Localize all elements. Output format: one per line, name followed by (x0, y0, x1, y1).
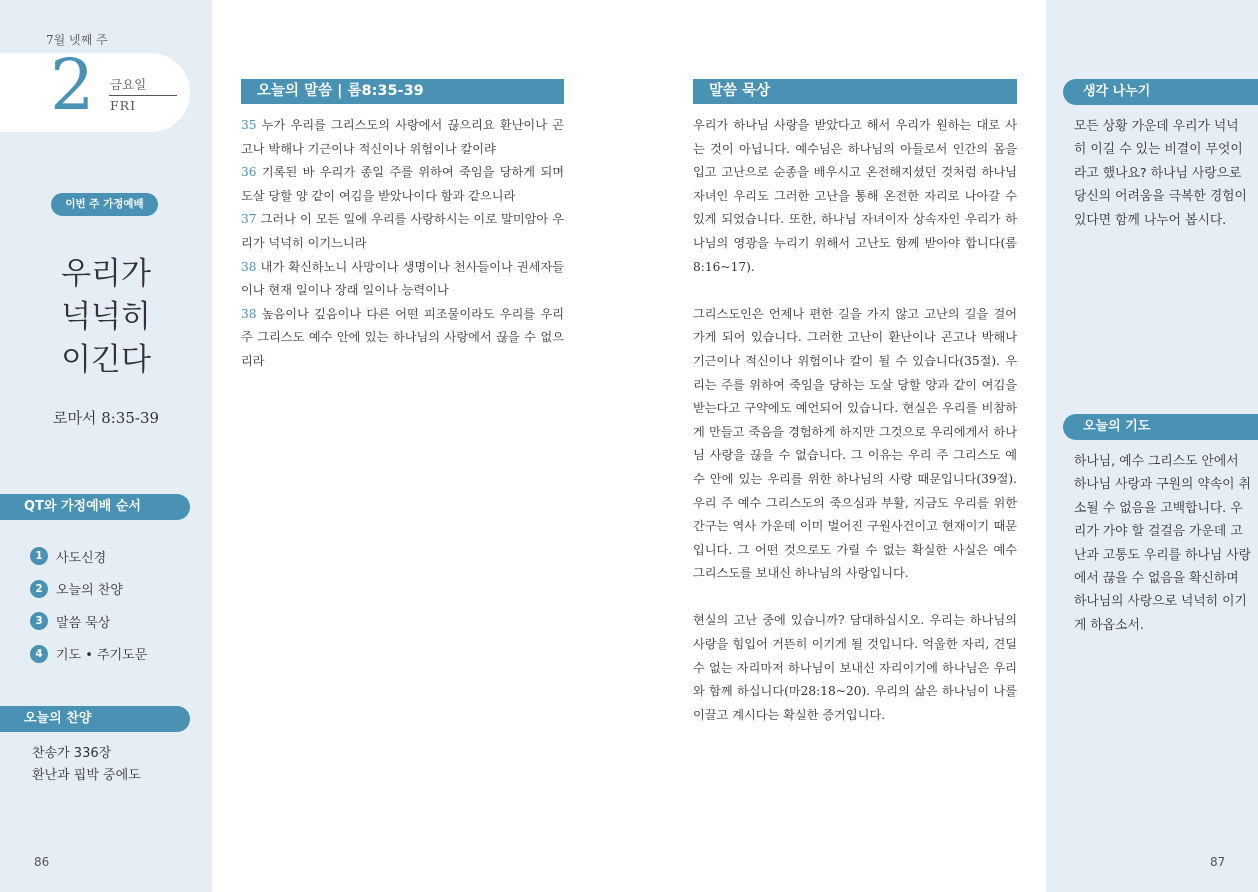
order-list (30, 540, 147, 670)
meditation-paragraph: 우리가 하나님 사랑을 받았다고 해서 우리가 원하는 대로 사는 것이 아닙니다. 예수님은 하나님의 아들로서 인간의 몸을 입고 고난으로 순종을 배우시고 온전해지셨던 것처럼 하나님 자녀인 우리도 그러한 고난을 통해 온전한 자리로 나아갈 수 있게 되었습니다. 또한, 하나님 자녀이자 상속자인 우리가 하나님의 영광을 누리기 위해서 고난도 함께 받아야 합니다(롬8:16~17). (693, 118, 1017, 274)
week-label: 7월 넷째 주 (46, 33, 108, 47)
day-of-week-english: FRI (110, 98, 137, 113)
verse-text: 내가 확신하노니 사망이나 생명이나 천사들이나 권세자들이나 현재 일이나 장래 일이나 능력이나 (241, 259, 564, 298)
verse-number: 38 (241, 306, 257, 321)
todays-prayer-text: 하나님, 예수 그리스도 안에서 하나님 사랑과 구원의 약속이 취소될 수 없음을 고백합니다. 우리가 가야 할 걸걸음 가운데 고난과 고통도 우리를 하나님 사랑에서 끊을 수 없음을 확신하며 하나님의 사랑으로 넉넉히 이기게 하옵소서. (1074, 454, 1251, 633)
verse-number: 38 (241, 259, 257, 274)
order-item-label: 사도신경 (56, 550, 107, 566)
verse-number: 35 (241, 118, 257, 132)
todays-word-header: 오늘의 말씀 | 롬8:35-39 (241, 79, 564, 104)
meditation-paragraph: 현실의 고난 중에 있습니까? 담대하십시오. 우리는 하나님의 사랑을 힘입어 거뜬히 이기게 될 것입니다. 억울한 자리, 견딜 수 없는 자리마저 하나님이 보내신 자리이기에 하나님은 우리와 함께 하십니다(마28:18~20). 우리의 삶은 하나님이 나를 이끌고 계시다는 확실한 증거입니다. (693, 613, 1017, 722)
title-line: 이긴다 (61, 342, 151, 378)
order-header: QT와 가정예배 순서 (0, 494, 190, 520)
think-share-header: 생각 나누기 (1063, 79, 1258, 105)
day-divider (109, 95, 177, 96)
hymn-title: 환난과 핍박 중에도 (32, 768, 141, 783)
title-line: 넉넉히 (61, 299, 151, 335)
song-header: 오늘의 찬양 (0, 706, 190, 732)
day-of-week-korean: 금요일 (110, 77, 147, 92)
song-info (32, 743, 141, 787)
day-number: 2 (50, 44, 95, 126)
verse (241, 208, 564, 255)
verse-number: 36 (241, 165, 257, 180)
order-item (30, 540, 147, 573)
order-item (30, 638, 147, 671)
step-number-icon: 3 (30, 612, 48, 630)
meditation-header: 말씀 묵상 (693, 79, 1017, 104)
meditation-body (693, 114, 1017, 751)
meditation-paragraph: 그리스도인은 언제나 편한 길을 가지 않고 고난의 길을 걸어가게 되어 있습니다. 그러한 고난이 환난이나 곤고나 박해나 기근이나 적신이나 위험이나 칼이 될 수 있습니다(35절). 우리는 주를 위하여 죽임을 당하는 도살 당할 양과 같이 여김을 받는다고 구약에도 예언되어 있습니다. 현실은 우리를 비참하게 만들고 죽음을 경험하게 하지만 그것으로 우리에게서 하나님 사랑을 끊을 수 없습니다. 그 이유는 우리 주 그리스도 예수 안에 있는 우리를 위한 하나님의 사랑 때문입니다(39절). 우리 주 예수 그리스도의 죽으심과 부활, 지금도 우리를 위한 간구는 역사 가운데 이미 벌어진 구원사건이고 현재이기 때문입니다. 그 어떤 것으로도 가릴 수 없는 확실한 사실은 예수 그리스도를 보내신 하나님의 사랑입니다. (693, 306, 1017, 581)
page-number-left: 86 (34, 855, 50, 869)
verse (241, 256, 564, 303)
page-number-right: 87 (1210, 855, 1226, 869)
order-item-label: 기도 • 주기도문 (56, 648, 148, 664)
worship-title (20, 253, 192, 382)
hymn-number: 찬송가 336장 (32, 746, 112, 761)
order-item-label: 오늘의 찬양 (56, 583, 123, 599)
date-card (0, 53, 190, 132)
scripture-verses (241, 114, 564, 374)
order-item-label: 말씀 묵상 (56, 615, 111, 631)
think-share-text: 모든 상황 가운데 우리가 넉넉히 이길 수 있는 비결이 무엇이라고 했나요? 하나님 사랑으로 당신의 어려움을 극복한 경험이 있다면 함께 나누어 봅시다. (1074, 119, 1247, 228)
step-number-icon: 2 (30, 580, 48, 598)
family-worship-badge: 이번 주 가정예배 (51, 193, 158, 216)
todays-prayer-header: 오늘의 기도 (1063, 414, 1258, 440)
verse-text: 누가 우리를 그리스도의 사랑에서 끊으리요 환난이나 곤고나 박해나 기근이나 적신이나 위험이나 칼이랴 (241, 118, 564, 156)
verse-text: 그러나 이 모든 일에 우리를 사랑하시는 이로 말미암아 우리가 넉넉히 이기느니라 (241, 212, 564, 250)
scripture-reference: 로마서 8:35-39 (52, 409, 160, 427)
verse-text: 기록된 바 우리가 종일 주를 위하여 죽임을 당하게 되며 도살 당할 양 같이 여김을 받았나이다 함과 같으니라 (241, 165, 564, 203)
verse (241, 114, 564, 161)
step-number-icon: 1 (30, 547, 48, 565)
order-item (30, 573, 147, 606)
step-number-icon: 4 (30, 645, 48, 663)
order-item (30, 605, 147, 638)
verse (241, 303, 564, 374)
verse-text: 높음이나 깊음이나 다른 어떤 피조물이라도 우리를 우리 주 그리스도 예수 안에 있는 하나님의 사랑에서 끊을 수 없으리라 (241, 306, 564, 368)
title-line: 우리가 (61, 256, 151, 292)
verse (241, 161, 564, 208)
verse-number: 37 (241, 212, 257, 227)
